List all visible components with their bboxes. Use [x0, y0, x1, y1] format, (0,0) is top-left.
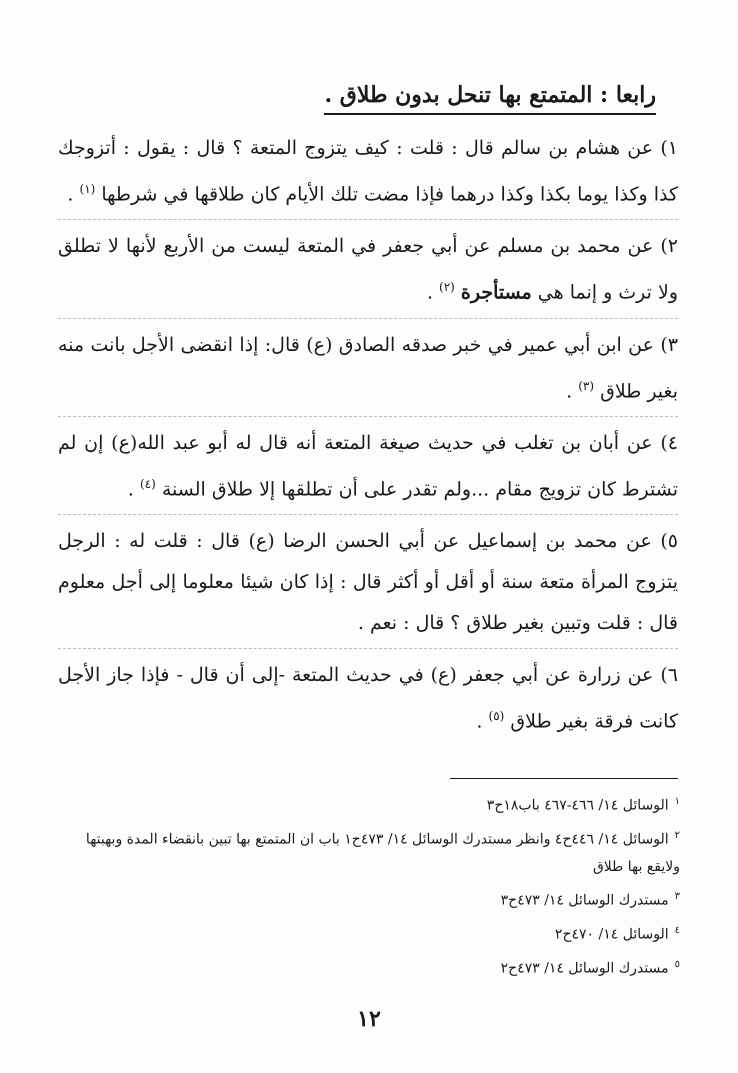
emphasized-word: مستأجرة [460, 281, 532, 304]
footnote-separator [450, 778, 678, 779]
footnote-1 [56, 788, 680, 820]
paragraph-divider [58, 514, 678, 515]
main-text [58, 128, 678, 747]
footnotes [56, 788, 680, 984]
paragraph-text: ٥) عن محمد بن إسماعيل عن أبي الحسن الرضا (ع) قال : قلت له : الرجل يتزوج المرأة متعة سنة أو أقل أو أكثر قال : إذا كان شيئا معلوما إلى أجل معلوم قال : قلت وتبين بغير طلاق ؟ قال : نعم . [58, 530, 678, 635]
paragraph-end: . [426, 281, 433, 304]
footnote-text: مستدرك الوسائل ١٤/ ٤٧٣ح٣ [500, 892, 669, 909]
footnote-number: ٤ [674, 924, 680, 936]
section-heading [76, 78, 656, 115]
footnote-ref: (١) [79, 182, 96, 196]
paragraph-end: . [476, 710, 483, 733]
section-heading-text: رابعا : المتمتع بها تنحل بدون طلاق . [324, 78, 656, 115]
footnote-number: ٢ [674, 829, 680, 841]
paragraph-text: ٣) عن ابن أبي عمير في خبر صدقه الصادق (ع) قال: إذا انقضى الأجل بانت منه بغير طلاق [58, 333, 678, 402]
paragraph-3 [58, 325, 678, 412]
paragraph-divider [58, 648, 678, 649]
paragraph-text: ١) عن هشام بن سالم قال : قلت : كيف يتزوج المتعة ؟ قال : يقول : أتزوجك كذا وكذا يوما بكذا وكذا درهما فإذا مضت تلك الأيام كان طلاقها في شرطها [58, 137, 678, 206]
footnote-number: ٥ [674, 958, 680, 970]
paragraph-end: . [566, 379, 573, 402]
paragraph-6 [58, 655, 678, 742]
page-number: ١٢ [357, 1006, 381, 1032]
footnote-text: الوسائل ١٤/ ٤٤٦ح٤ وانظر مستدرك الوسائل ١٤/ ٤٧٣ح١ باب ان المتمتع بها تبين بانقضاء المدة وبهبتها ولايقع بها طلاق [85, 831, 680, 876]
paragraph-end: . [67, 183, 74, 206]
paragraph-text: ٦) عن زرارة عن أبي جعفر (ع) في حديث المتعة -إلى أن قال - فإذا جاز الأجل كانت فرقة بغير طلاق [58, 664, 678, 733]
footnote-3 [56, 883, 680, 915]
paragraph-4 [58, 423, 678, 510]
footnote-ref: (٤) [139, 476, 156, 491]
paragraph-text: ٤) عن أبان بن تغلب في حديث صيغة المتعة أنه قال له أبو عبد الله(ع) إن لم تشترط كان تزويج مقام ...ولم تقدر على أن تطلقها إلا طلاق السنة [58, 431, 678, 501]
footnote-text: مستدرك الوسائل ١٤/ ٤٧٣ح٢ [500, 960, 669, 977]
footnote-text: الوسائل ١٤/ ٤٧٠ح٢ [554, 926, 669, 943]
paragraph-divider [58, 318, 678, 319]
paragraph-2 [58, 226, 678, 313]
footnote-2 [56, 822, 680, 882]
footnote-ref: (٥) [488, 709, 505, 724]
paragraph-end: . [127, 478, 134, 501]
footnote-ref: (٣) [578, 378, 595, 393]
footnote-ref: (٢) [439, 280, 455, 295]
footnote-text: الوسائل ١٤/ ٤٦٦-٤٦٧ باب١٨ح٣ [486, 797, 669, 814]
paragraph-divider [58, 416, 678, 417]
paragraph-text: ٢) عن محمد بن مسلم عن أبي جعفر في المتعة ليست من الأربع لأنها لا تطلق ولا ترث و إنما هي [58, 235, 678, 304]
footnote-5 [56, 951, 680, 983]
footnote-4 [56, 917, 680, 949]
paragraph-divider [58, 219, 678, 220]
footnote-number: ٣ [674, 891, 680, 903]
paragraph-5 [58, 521, 678, 644]
footnote-number: ١ [674, 796, 680, 807]
paragraph-1 [58, 128, 678, 215]
